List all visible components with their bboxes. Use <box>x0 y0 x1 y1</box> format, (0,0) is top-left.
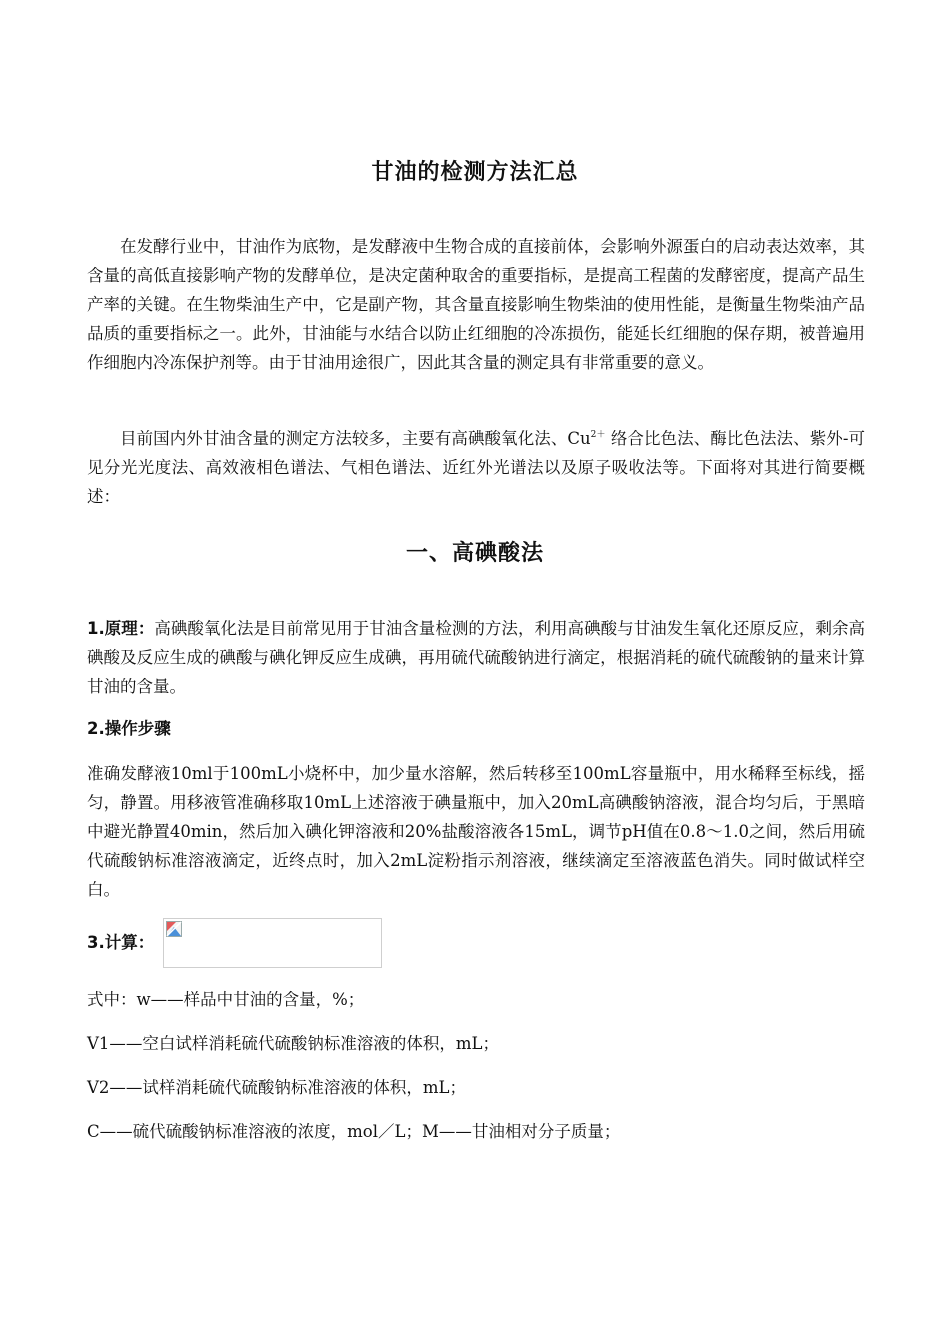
formula-image-placeholder <box>163 918 382 968</box>
definition-v1: V1——空白试样消耗硫代硫酸钠标准溶液的体积，mL； <box>87 1034 500 1053</box>
principle-label: 1.原理： <box>87 619 155 638</box>
document-title: 甘油的检测方法汇总 <box>371 160 579 185</box>
section-1-heading: 一、高碘酸法 <box>405 541 544 566</box>
calc-label: 3.计算： <box>87 933 155 952</box>
intro-p2-text-a: 目前国内外甘油含量的测定方法较多，主要有高碘酸氧化法、Cu <box>120 429 591 448</box>
intro-p2-text-b: 络合比色法、酶比色法法、紫外-可见分光光度法、高效液相色谱法、气相色谱法、近红外光谱法以及原子吸收法等。下面将对其进行简要概述： <box>87 429 865 506</box>
principle-paragraph <box>87 614 865 701</box>
definition-v2: V2——试样消耗硫代硫酸钠标准溶液的体积，mL； <box>87 1078 467 1097</box>
definition-w: 式中：w——样品中甘油的含量，%； <box>87 990 365 1009</box>
intro-paragraph-1: 在发酵行业中，甘油作为底物，是发酵液中生物合成的直接前体，会影响外源蛋白的启动表达效率，其含量的高低直接影响产物的发酵单位，是决定菌种取舍的重要指标，是提高工程菌的发酵密度，提高产品生产率的关键。在生物柴油生产中，它是副产物，其含量直接影响生物柴油的使用性能，是衡量生物柴油产品品质的重要指标之一。此外，甘油能与水结合以防止红细胞的冷冻损伤，能延长红细胞的保存期，被普遍用作细胞内冷冻保护剂等。由于甘油用途很广，因此其含量的测定具有非常重要的意义。 <box>87 237 865 372</box>
steps-heading: 2.操作步骤 <box>87 719 171 738</box>
principle-text: 高碘酸氧化法是目前常见用于甘油含量检测的方法，利用高碘酸与甘油发生氧化还原反应，剩余高碘酸及反应生成的碘酸与碘化钾反应生成碘，再用硫代硫酸钠进行滴定，根据消耗的硫代硫酸钠的量来计算甘油的含量。 <box>87 619 866 696</box>
cu-superscript: 2＋ <box>590 430 606 440</box>
intro-paragraph-2 <box>87 421 865 511</box>
definition-c-m: C——硫代硫酸钠标准溶液的浓度，mol／L；M——甘油相对分子质量； <box>87 1122 621 1141</box>
broken-image-icon <box>166 921 182 937</box>
steps-paragraph: 准确发酵液10ml于100mL小烧杯中，加少量水溶解，然后转移至100mL容量瓶中，用水稀释至标线，摇匀，静置。用移液管准确移取10mL上述溶液于碘量瓶中，加入20mL高碘酸钠溶液，混合均匀后，于黑暗中避光静置40min，然后加入碘化钾溶液和20%盐酸溶液各15mL，调节pH值在0.8～1.0之间，然后用硫代硫酸钠标准溶液滴定，近终点时，加入2mL淀粉指示剂溶液，继续滴定至溶液蓝色消失。同时做试样空白。 <box>87 764 865 899</box>
